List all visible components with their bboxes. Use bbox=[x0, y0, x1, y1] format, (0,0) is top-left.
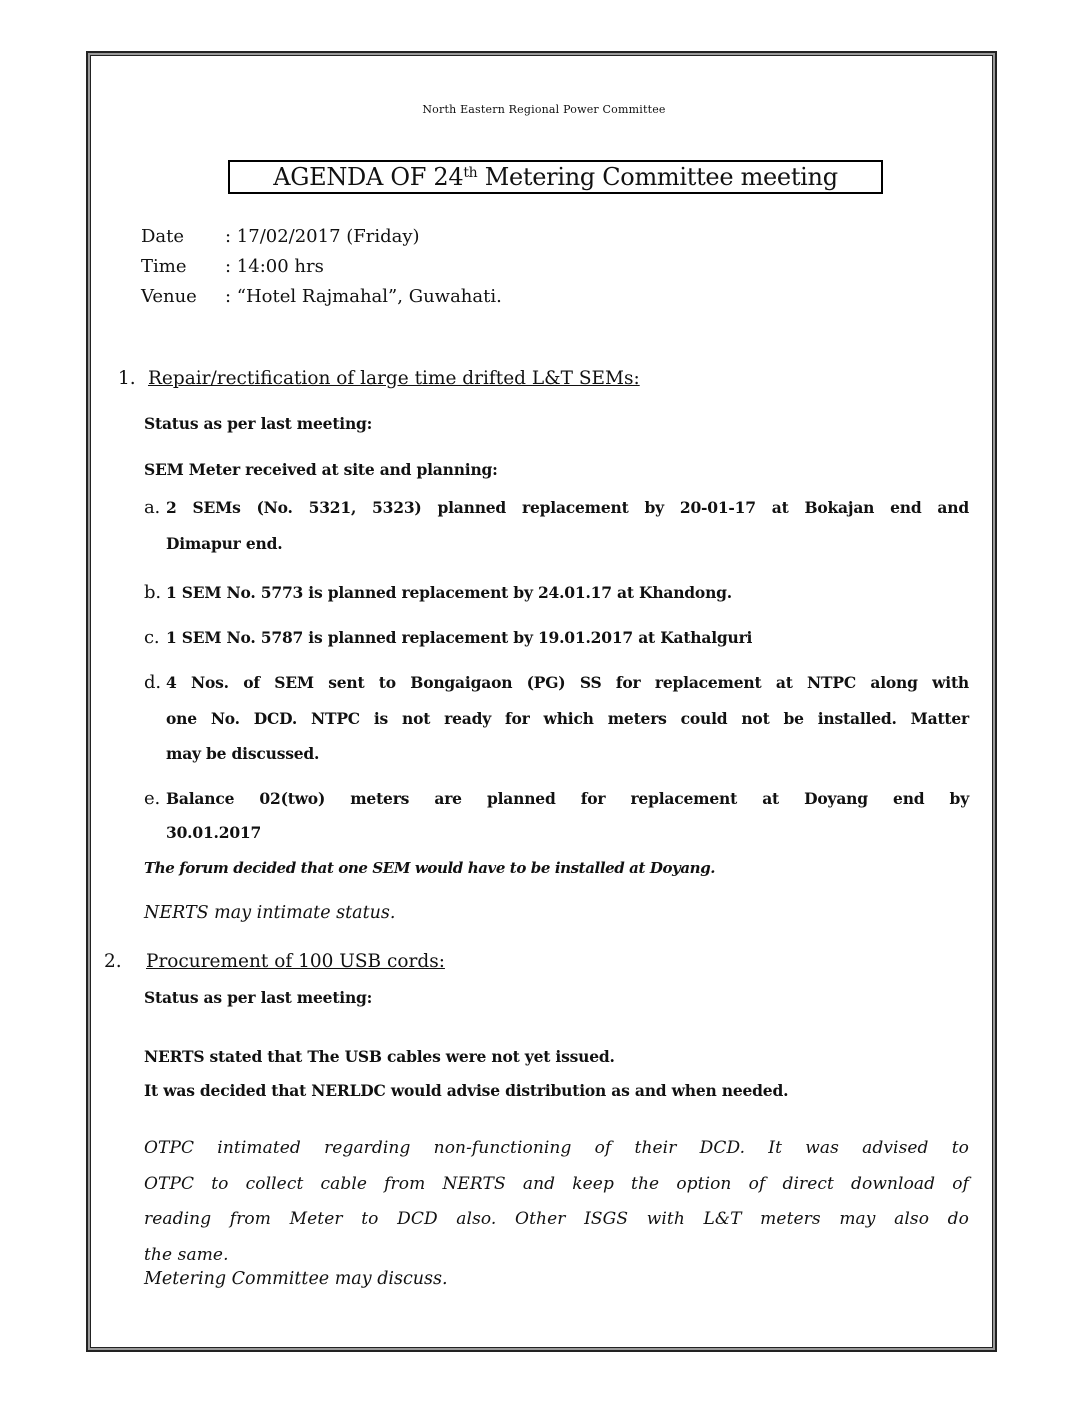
section-2-status-line: NERTS stated that The USB cables were not yet issued. bbox=[144, 1047, 615, 1066]
meta-value: : 14:00 hrs bbox=[225, 256, 324, 277]
list-item-d bbox=[144, 665, 969, 772]
list-item-a bbox=[144, 490, 969, 562]
item-marker: b. bbox=[144, 582, 161, 603]
meta-label: Date bbox=[141, 226, 185, 247]
paragraph-line: OTPC to collect cable from NERTS and keep the option of direct download of bbox=[144, 1173, 969, 1194]
agenda-title bbox=[228, 160, 883, 194]
section-2-status-label: Status as per last meeting: bbox=[144, 988, 373, 1007]
section-number: 2. bbox=[104, 951, 122, 972]
list-item-b bbox=[144, 575, 969, 611]
section-2-paragraph bbox=[144, 1131, 969, 1273]
organization-name: North Eastern Regional Power Committee bbox=[422, 103, 666, 116]
meta-date bbox=[141, 226, 420, 247]
section-2-action: Metering Committee may discuss. bbox=[144, 1269, 448, 1289]
title-prefix: AGENDA OF 24 bbox=[273, 163, 464, 191]
title-superscript: th bbox=[463, 165, 478, 181]
item-text: Balance 02(two) meters are planned for replacement at Doyang end by bbox=[166, 789, 969, 808]
title-suffix: Metering Committee meeting bbox=[477, 163, 838, 191]
section-1-heading bbox=[118, 368, 640, 389]
meta-venue bbox=[141, 286, 502, 307]
item-text: 1 SEM No. 5773 is planned replacement by 24.01.17 at Khandong. bbox=[166, 583, 732, 602]
item-text-continued: Dimapur end. bbox=[166, 534, 283, 553]
item-text-continued: one No. DCD. NTPC is not ready for which meters could not be installed. Matter bbox=[166, 708, 969, 728]
paragraph-line: reading from Meter to DCD also. Other ISGS with L&T meters may also do bbox=[144, 1209, 969, 1229]
list-item-c bbox=[144, 620, 969, 656]
meta-label: Venue bbox=[141, 286, 197, 307]
item-text-continued: may be discussed. bbox=[166, 744, 320, 763]
paragraph-line: OTPC intimated regarding non-functioning of their DCD. It was advised to bbox=[144, 1138, 969, 1158]
section-2-status-line: It was decided that NERLDC would advise distribution as and when needed. bbox=[144, 1081, 789, 1100]
section-1-decision: The forum decided that one SEM would have to be installed at Doyang. bbox=[144, 859, 716, 877]
item-marker: e. bbox=[144, 788, 160, 809]
meta-value: : 17/02/2017 (Friday) bbox=[225, 226, 420, 247]
paragraph-line: the same. bbox=[144, 1244, 229, 1265]
item-marker: a. bbox=[144, 497, 161, 518]
section-title: Repair/rectification of large time drifted L&T SEMs: bbox=[148, 368, 640, 389]
meta-label: Time bbox=[141, 256, 187, 277]
section-number: 1. bbox=[118, 368, 136, 389]
section-1-action: NERTS may intimate status. bbox=[144, 903, 396, 923]
item-marker: d. bbox=[144, 672, 161, 693]
item-text: 2 SEMs (No. 5321, 5323) planned replacement by 20-01-17 at Bokajan end and bbox=[166, 498, 969, 517]
item-text: 1 SEM No. 5787 is planned replacement by 19.01.2017 at Kathalguri bbox=[166, 628, 753, 647]
section-1-status-label: Status as per last meeting: bbox=[144, 414, 373, 433]
section-1-sub-label: SEM Meter received at site and planning: bbox=[144, 460, 498, 479]
item-text-continued: 30.01.2017 bbox=[166, 823, 262, 842]
list-item-e bbox=[144, 782, 969, 850]
meta-value: : “Hotel Rajmahal”, Guwahati. bbox=[225, 286, 502, 307]
section-title: Procurement of 100 USB cords: bbox=[146, 951, 445, 972]
meta-time bbox=[141, 256, 324, 277]
item-text: 4 Nos. of SEM sent to Bongaigaon (PG) SS for replacement at NTPC along with bbox=[166, 673, 969, 692]
section-2-heading bbox=[104, 951, 445, 972]
item-marker: c. bbox=[144, 627, 160, 648]
